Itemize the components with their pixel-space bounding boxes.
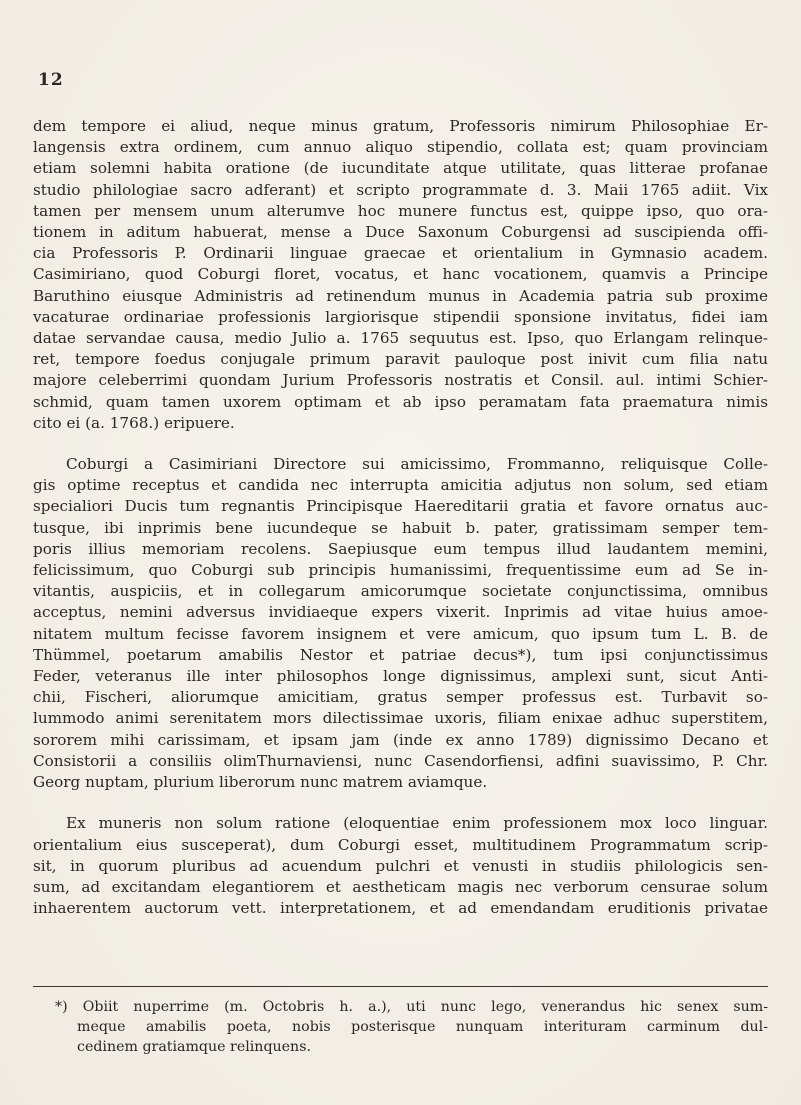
text-line: vitantis, auspiciis, et in collegarum amicorumque societate conjunctissima, omnibus [33, 582, 768, 601]
paragraph-1 [33, 116, 768, 434]
page-number: 12 [38, 70, 64, 90]
text-line: lummodo animi serenitatem mors dilectissimae uxoris, filiam enixae adhuc superstitem, [33, 709, 768, 728]
text-line: acceptus, nemini adversus invidiaeque expers vixerit. Inprimis ad vitae huius amoe- [33, 603, 768, 622]
text-line: majore celeberrimi quondam Jurium Professoris nostratis et Consil. aul. intimi Schier- [33, 371, 768, 390]
footnote-rule [33, 986, 768, 987]
text-line: cia Professoris P. Ordinarii linguae graecae et orientalium in Gymnasio academ. [33, 244, 768, 263]
paragraph-3 [33, 813, 768, 919]
text-line: poris illius memoriam recolens. Saepiusque eum tempus illud laudantem memini, [33, 539, 768, 558]
text-line: Casimiriano, quod Coburgi floret, vocatus, et hanc vocationem, quamvis a Principe [33, 265, 768, 284]
text-line: chii, Fischeri, aliorumque amicitiam, gratus semper professus est. Turbavit so- [33, 688, 768, 707]
text-line: sit, in quorum pluribus ad acuendum pulchri et venusti in studiis philologicis sen- [33, 856, 768, 875]
text-line: tionem in aditum habuerat, mense a Duce Saxonum Coburgensi ad suscipienda offi- [33, 223, 768, 242]
text-line: Coburgi a Casimiriani Directore sui amicissimo, Frommanno, reliquisque Colle- [66, 455, 768, 474]
text-line: sororem mihi carissimam, et ipsam jam (inde ex anno 1789) dignissimo Decano et [33, 730, 768, 749]
text-line: Baruthino eiusque Administris ad retinendum munus in Academia patria sub proxime [33, 286, 768, 305]
footnote [33, 997, 768, 1057]
text-line: orientalium eius susceperat), dum Coburgi esset, multitudinem Programmatum scrip- [33, 835, 768, 854]
text-line: studio philologiae sacro adferant) et scripto programmate d. 3. Maii 1765 adiit. Vix [33, 180, 768, 199]
text-line: etiam solemni habita oratione (de iucunditate atque utilitate, quas litterae profanae [33, 159, 768, 178]
text-line: Thümmel, poetarum amabilis Nestor et patriae decus*), tum ipsi conjunctissimus [33, 645, 768, 664]
footnote-line: meque amabilis poeta, nobis posterisque nunquam interituram carminum dul- [77, 1019, 768, 1035]
text-line: langensis extra ordinem, cum annuo aliquo stipendio, collata est; quam provinciam [33, 138, 768, 157]
text-line: felicissimum, quo Coburgi sub principis humanissimi, frequentissime eum ad Se in- [33, 561, 768, 580]
text-line: Consistorii a consiliis olimThurnaviensi, nunc Casendorfiensi, adfini suavissimo, P. Chr. [33, 751, 768, 770]
text-line: gis optime receptus et candida nec interrupta amicitia adjutus non solum, sed etiam [33, 476, 768, 495]
text-line: dem tempore ei aliud, neque minus gratum, Professoris nimirum Philosophiae Er- [33, 117, 768, 135]
text-line: vacaturae ordinariae professionis largiorisque stipendii sponsione invitatus, fidei iam [33, 307, 768, 326]
text-line: ret, tempore foedus conjugale primum paravit pauloque post inivit cum filia natu [33, 350, 768, 369]
text-line: tusque, ibi inprimis bene iucundeque se habuit b. pater, gratissimam semper tem- [33, 518, 768, 537]
text-line: sum, ad excitandam elegantiorem et aestheticam magis nec verborum censurae solum [33, 877, 768, 896]
main-text [33, 116, 768, 919]
text-line: datae servandae causa, medio Julio a. 1765 sequutus est. Ipso, quo Erlangam relinque- [33, 329, 768, 348]
text-line: inhaerentem auctorum vett. interpretationem, et ad emendandam eruditionis privatae [33, 899, 768, 918]
text-line: Feder, veteranus ille inter philosophos longe dignissimus, amplexi sunt, sicut Anti- [33, 667, 768, 686]
text-line: specialiori Ducis tum regnantis Principisque Haereditarii gratia et favore ornatus auc- [33, 497, 768, 516]
footnote-line: *) Obiit nuperrime (m. Octobris h. a.), uti nunc lego, venerandus hic senex sum- [55, 999, 768, 1015]
text-line: Georg nuptam, plurium liberorum nunc matrem aviamque. [33, 773, 488, 792]
paragraph-2 [33, 454, 768, 793]
footnote-line: cedinem gratiamque relinquens. [77, 1039, 311, 1055]
text-line: nitatem multum fecisse favorem insignem et vere amicum, quo ipsum tum L. B. de [33, 624, 768, 643]
text-line: tamen per mensem unum alterumve hoc munere functus est, quippe ipso, quo ora- [33, 201, 768, 220]
text-line: Ex muneris non solum ratione (eloquentiae enim professionem mox loco linguar. [66, 814, 768, 833]
text-line: cito ei (a. 1768.) eripuere. [33, 413, 235, 432]
text-line: schmid, quam tamen uxorem optimam et ab ipso peramatam fata praematura nimis [33, 392, 768, 411]
